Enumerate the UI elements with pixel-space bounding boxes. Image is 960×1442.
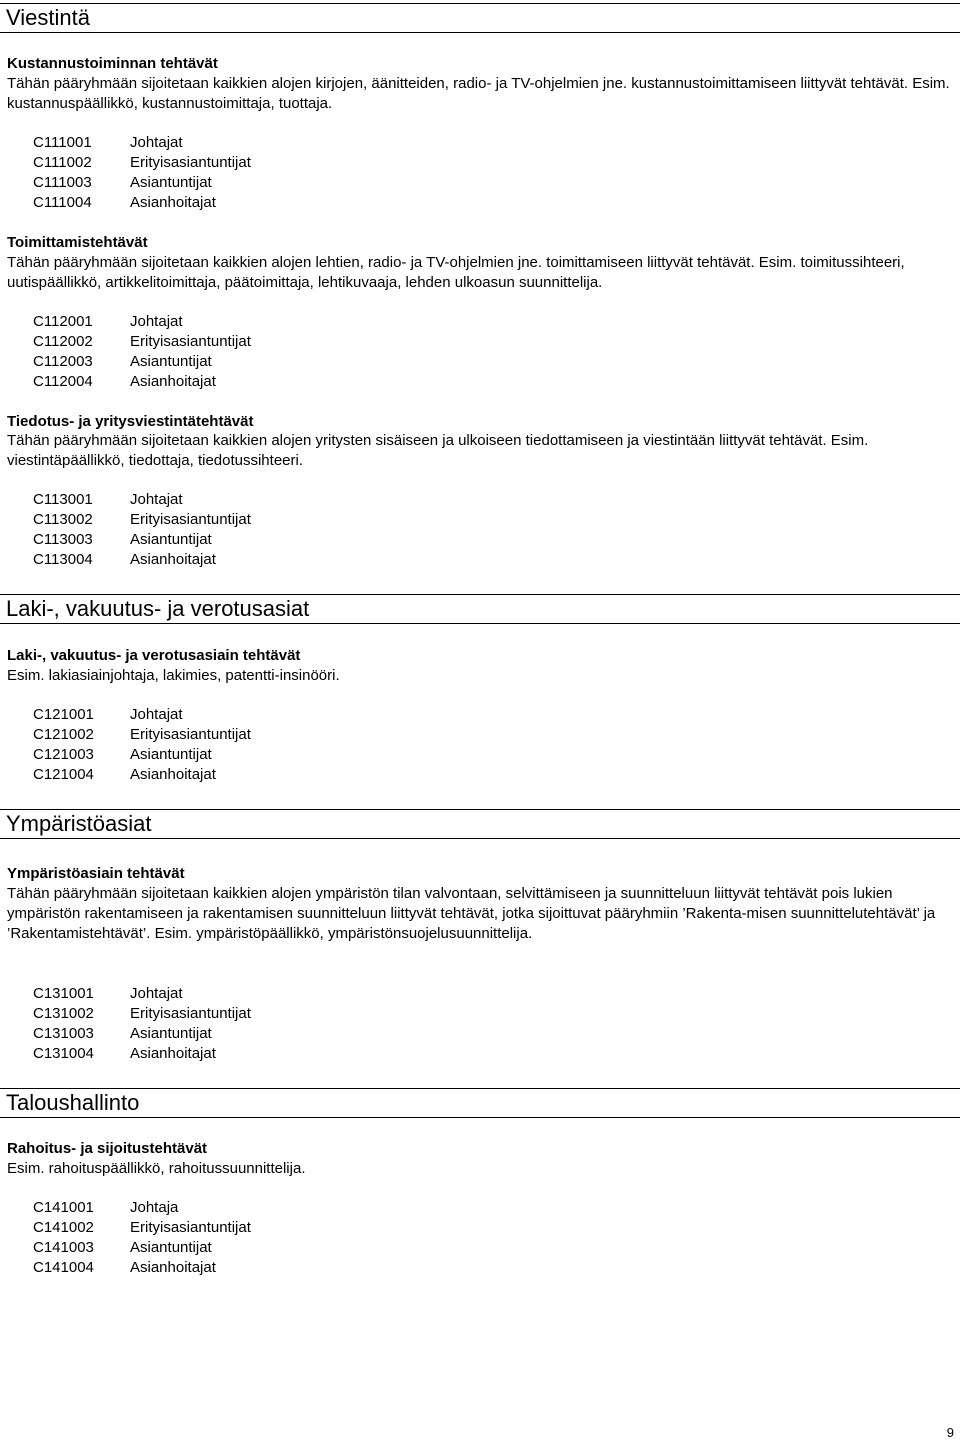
code-id: C111001 (33, 134, 92, 151)
code-label: Erityisasiantuntijat (130, 333, 251, 350)
code-table-c141 (33, 1198, 251, 1278)
code-label: Johtajat (130, 985, 183, 1002)
code-table-c112 (33, 312, 251, 392)
code-id: C111002 (33, 154, 92, 171)
code-label: Asianhoitajat (130, 194, 216, 211)
code-table-c121 (33, 705, 251, 785)
code-row (33, 1198, 251, 1218)
code-table-c111 (33, 133, 251, 213)
code-row (33, 1218, 251, 1238)
code-row (33, 530, 251, 550)
code-id: C121004 (33, 766, 94, 783)
group-description-rahoitus: Esim. rahoituspäällikkö, rahoitussuunnittelija. (7, 1160, 306, 1177)
code-id: C141004 (33, 1259, 94, 1276)
code-row (33, 193, 251, 213)
code-id: C113002 (33, 511, 93, 528)
page-number: 9 (946, 1425, 954, 1440)
code-id: C131003 (33, 1025, 94, 1042)
code-label: Erityisasiantuntijat (130, 511, 251, 528)
code-row (33, 332, 251, 352)
code-row (33, 372, 251, 392)
code-id: C112004 (33, 373, 93, 390)
code-label: Johtajat (130, 313, 183, 330)
code-label: Asianhoitajat (130, 551, 216, 568)
group-title-kustannustoiminta: Kustannustoiminnan tehtävät (7, 55, 218, 72)
code-label: Asianhoitajat (130, 1045, 216, 1062)
code-id: C131002 (33, 1005, 94, 1022)
code-label: Asianhoitajat (130, 1259, 216, 1276)
code-label: Johtajat (130, 706, 183, 723)
code-label: Asiantuntijat (130, 746, 212, 763)
code-row (33, 1044, 251, 1064)
code-row (33, 984, 251, 1004)
group-title-tiedotus: Tiedotus- ja yritysviestintätehtävät (7, 413, 254, 430)
code-id: C121001 (33, 706, 94, 723)
code-id: C121003 (33, 746, 94, 763)
code-id: C112003 (33, 353, 93, 370)
code-id: C141003 (33, 1239, 94, 1256)
code-row (33, 312, 251, 332)
code-row (33, 765, 251, 785)
code-row (33, 510, 251, 530)
code-row (33, 745, 251, 765)
code-id: C113001 (33, 491, 93, 508)
group-description-ymparisto: Tähän pääryhmään sijoitetaan kaikkien alojen ympäristön tilan valvontaan, selvittämiseen ja suunnitteluun liittyvät tehtävät pois lukien ympäristön rakentamiseen ja rakentamisen suunnitteluun liittyvät tehtävät, jotka sijoittuvat pääryhmiin ’Rakenta-misen suunnittelutehtävät’ ja ’Rakentamistehtävät’. Esim. ympäristöpäällikkö, ympäristönsuojelusuunnittelija. (7, 885, 936, 942)
code-table-c113 (33, 490, 251, 570)
code-label: Asiantuntijat (130, 1239, 212, 1256)
section-heading-taloushallinto: Taloushallinto (0, 1088, 960, 1118)
group-description-toimittaminen: Tähän pääryhmään sijoitetaan kaikkien alojen lehtien, radio- ja TV-ohjelmien jne. toimittamiseen liittyvät tehtävät. Esim. toimitussihteeri, uutispäällikkö, artikkelitoimittaja, päätoimittaja, lehtikuvaaja, lehden ulkoasun suunnittelija. (7, 254, 905, 291)
code-row (33, 490, 251, 510)
code-label: Johtajat (130, 491, 183, 508)
code-label: Erityisasiantuntijat (130, 1005, 251, 1022)
code-row (33, 1004, 251, 1024)
code-row (33, 725, 251, 745)
code-label: Asiantuntijat (130, 1025, 212, 1042)
code-label: Asianhoitajat (130, 373, 216, 390)
code-id: C131004 (33, 1045, 94, 1062)
code-id: C111003 (33, 174, 92, 191)
code-id: C141002 (33, 1219, 94, 1236)
code-row (33, 352, 251, 372)
code-id: C131001 (33, 985, 94, 1002)
code-row (33, 1238, 251, 1258)
code-row (33, 550, 251, 570)
code-label: Johtaja (130, 1199, 179, 1216)
group-title-laki: Laki-, vakuutus- ja verotusasiain tehtävät (7, 647, 301, 664)
section-heading-laki: Laki-, vakuutus- ja verotusasiat (0, 594, 960, 624)
code-row (33, 133, 251, 153)
code-label: Erityisasiantuntijat (130, 726, 251, 743)
code-id: C113003 (33, 531, 93, 548)
code-row (33, 1024, 251, 1044)
code-id: C111004 (33, 194, 92, 211)
code-label: Asiantuntijat (130, 531, 212, 548)
group-description-kustannustoiminta: Tähän pääryhmään sijoitetaan kaikkien alojen kirjojen, äänitteiden, radio- ja TV-ohjelmien jne. kustannustoimittamiseen liittyvät tehtävät. Esim. kustannuspäällikkö, kustannustoimittaja, tuottaja. (7, 75, 950, 112)
group-description-tiedotus: Tähän pääryhmään sijoitetaan kaikkien alojen yritysten sisäiseen ja ulkoiseen tiedottamiseen ja viestintään liittyvät tehtävät. Esim. viestintäpäällikkö, tiedottaja, tiedotussihteeri. (7, 432, 869, 469)
section-heading-viestinta: Viestintä (0, 3, 960, 33)
group-title-ymparisto: Ympäristöasiain tehtävät (7, 865, 185, 882)
code-label: Johtajat (130, 134, 183, 151)
code-label: Erityisasiantuntijat (130, 154, 251, 171)
code-label: Erityisasiantuntijat (130, 1219, 251, 1236)
code-row (33, 1258, 251, 1278)
code-id: C112002 (33, 333, 93, 350)
code-table-c131 (33, 984, 251, 1064)
section-heading-ymparisto: Ympäristöasiat (0, 809, 960, 839)
code-id: C113004 (33, 551, 93, 568)
code-id: C112001 (33, 313, 93, 330)
code-row (33, 173, 251, 193)
code-label: Asiantuntijat (130, 353, 212, 370)
group-title-rahoitus: Rahoitus- ja sijoitustehtävät (7, 1140, 208, 1157)
code-id: C141001 (33, 1199, 94, 1216)
code-id: C121002 (33, 726, 94, 743)
group-description-laki: Esim. lakiasiainjohtaja, lakimies, patentti-insinööri. (7, 667, 340, 684)
code-label: Asiantuntijat (130, 174, 212, 191)
code-row (33, 153, 251, 173)
group-title-toimittaminen: Toimittamistehtävät (7, 234, 148, 251)
code-row (33, 705, 251, 725)
code-label: Asianhoitajat (130, 766, 216, 783)
